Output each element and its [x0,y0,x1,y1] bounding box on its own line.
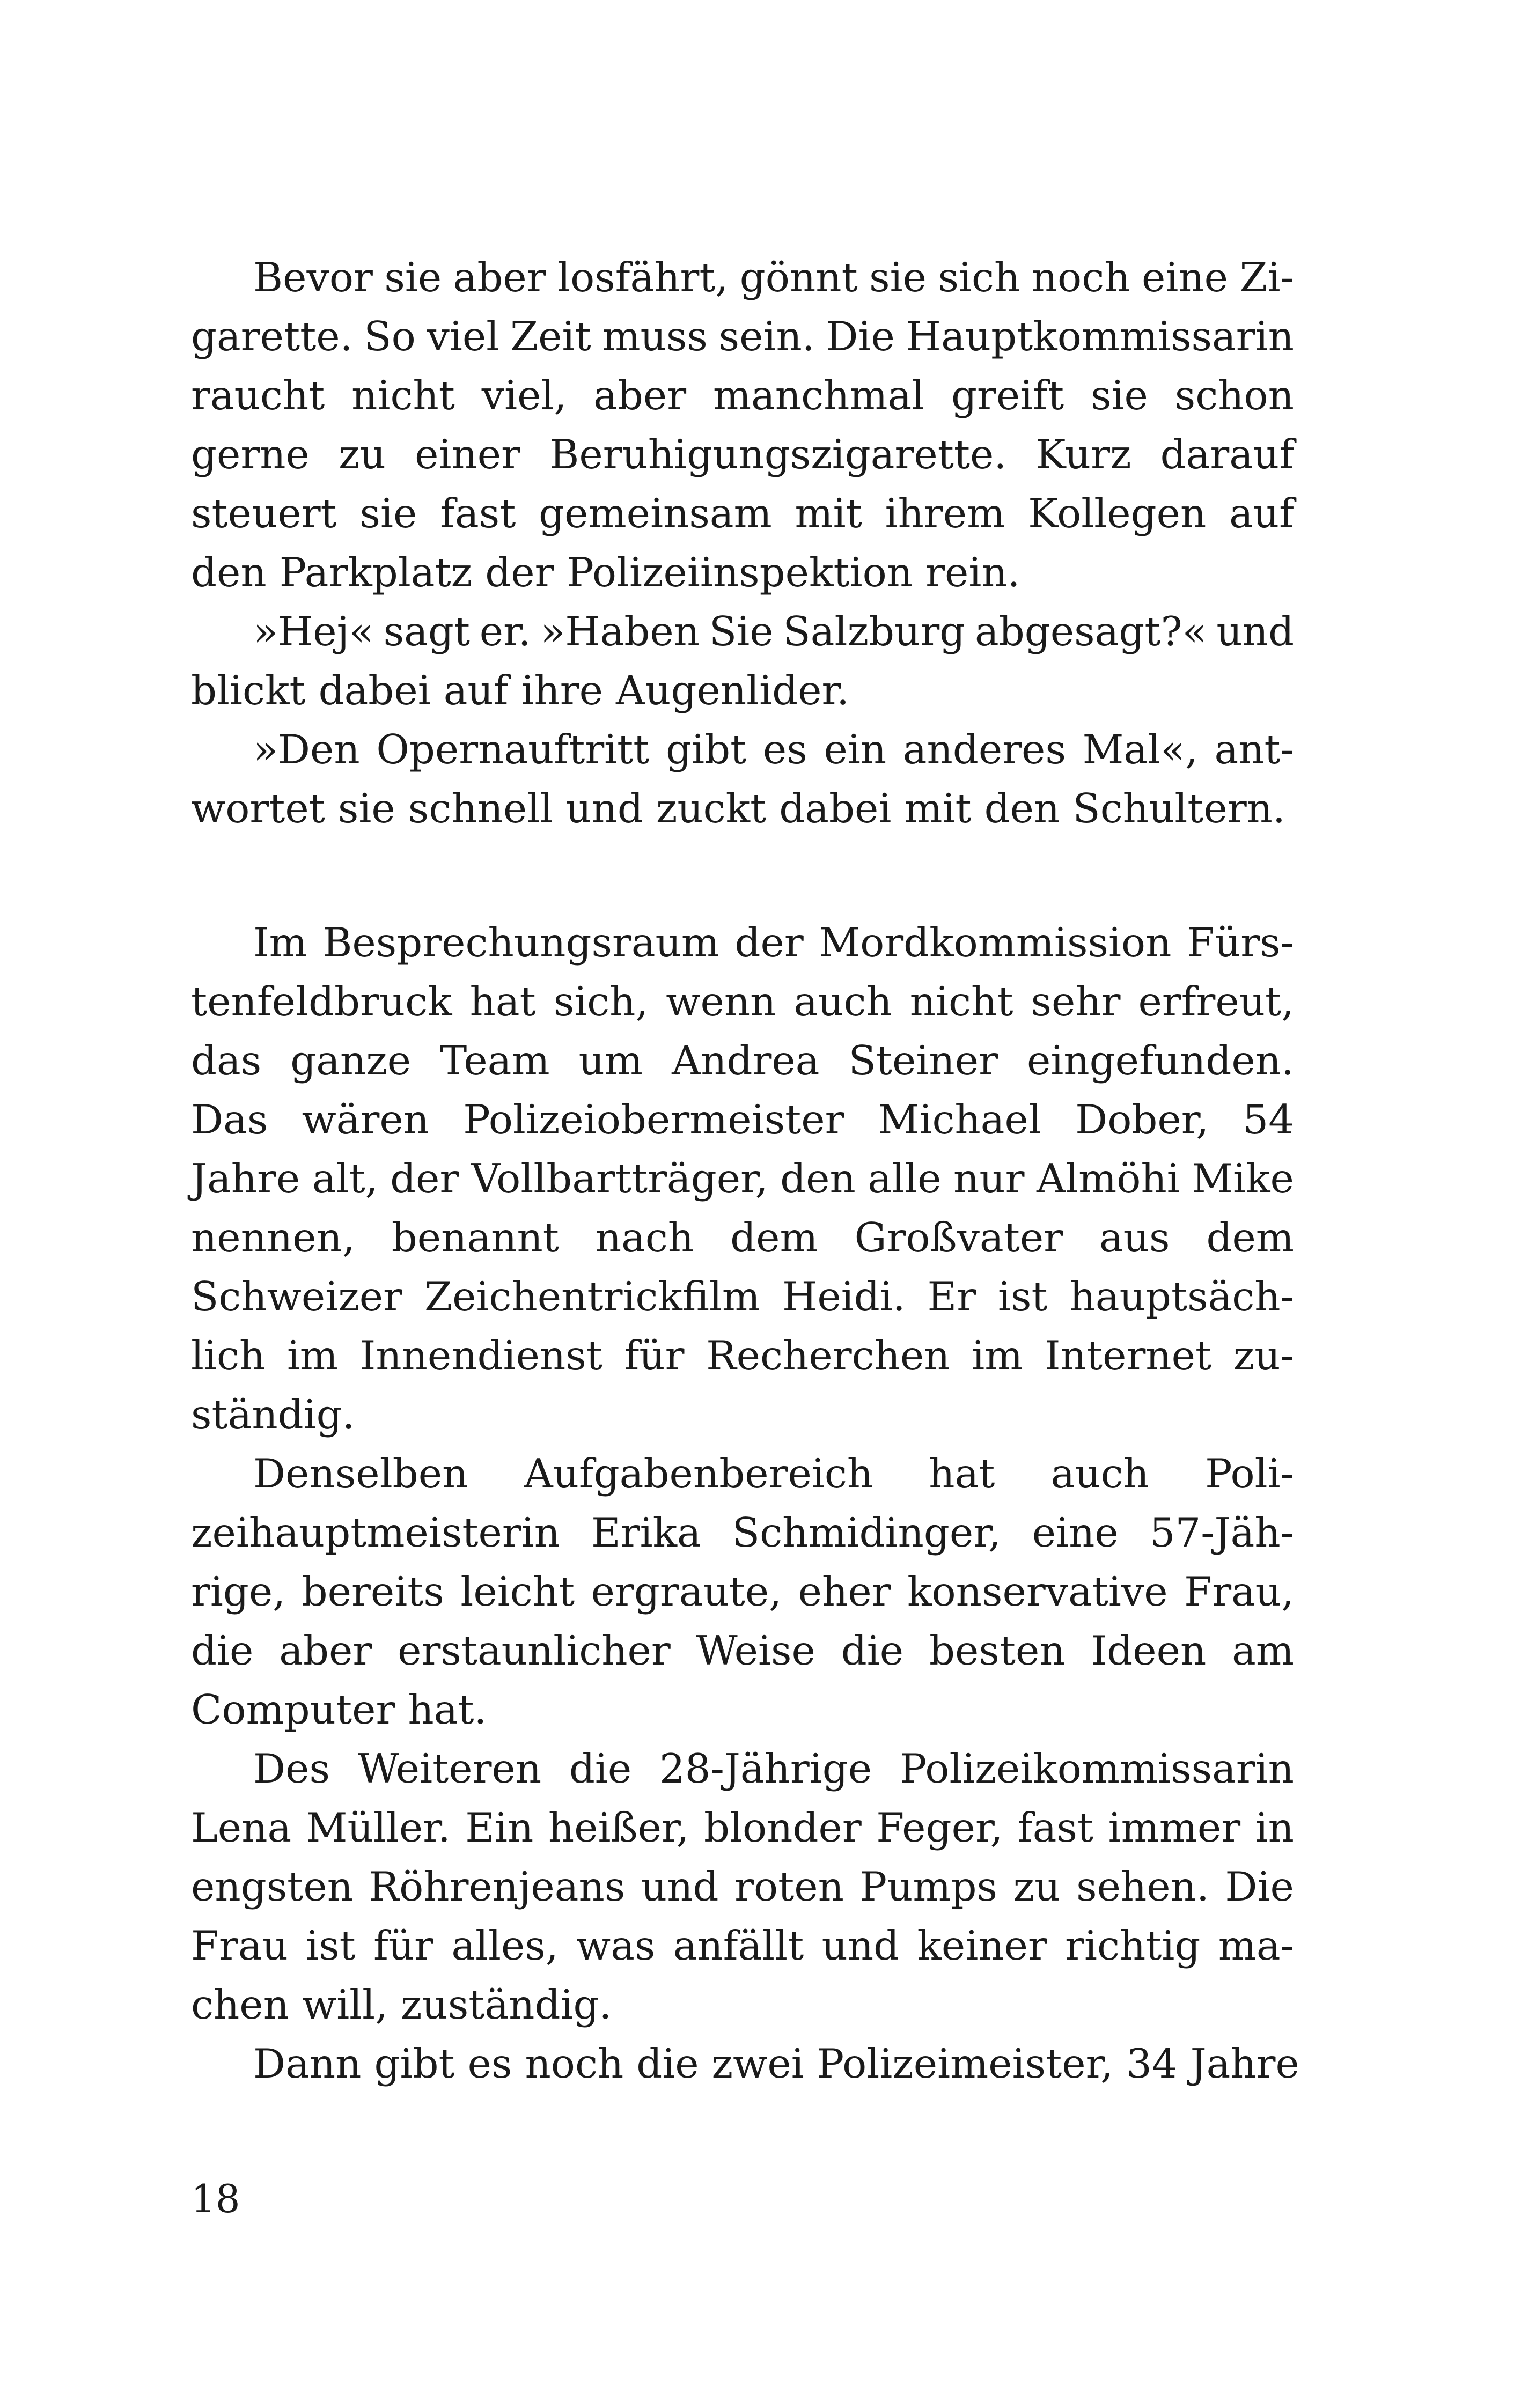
text-line: den Parkplatz der Polizeiinspektion rein. [191,549,1020,596]
text-line: Des Weiteren die 28-Jährige Polizeikommissarin [253,1745,1294,1792]
text-line: Lena Müller. Ein heißer, blonder Feger, fast immer in [191,1804,1294,1851]
text-line: steuert sie fast gemeinsam mit ihrem Kollegen auf [191,490,1294,537]
text-line: nennen, benannt nach dem Großvater aus dem [191,1214,1294,1261]
text-line: ständig. [191,1391,355,1438]
text-line: engsten Röhrenjeans und roten Pumps zu sehen. Die [191,1863,1294,1910]
text-line: »Hej« sagt er. »Haben Sie Salzburg abgesagt?« und [253,608,1294,655]
text-line: Im Besprechungsraum der Mordkommission Fürs- [253,919,1294,966]
text-line: Dann gibt es noch die zwei Polizeimeister, 34 Jahre [253,2040,1299,2087]
text-line: Bevor sie aber losfährt, gönnt sie sich noch eine Zi- [253,254,1294,301]
text-line: tenfeldbruck hat sich, wenn auch nicht sehr erfreut, [191,978,1294,1025]
text-line: die aber erstaunlicher Weise die besten Ideen am [191,1627,1294,1674]
text-line: Denselben Aufgabenbereich hat auch Poli- [253,1450,1294,1497]
text-line: Frau ist für alles, was anfällt und keiner richtig ma- [191,1922,1294,1969]
text-line: Das wären Polizeiobermeister Michael Dober, 54 [191,1096,1294,1143]
text-line: raucht nicht viel, aber manchmal greift sie schon [191,372,1294,419]
text-line: zeihauptmeisterin Erika Schmidinger, eine 57-Jäh- [191,1509,1294,1556]
page-number: 18 [191,2176,240,2221]
text-line: »Den Opernauftritt gibt es ein anderes Mal«, ant- [253,726,1294,773]
text-line: chen will, zuständig. [191,1981,612,2028]
text-line: garette. So viel Zeit muss sein. Die Hauptkommissarin [191,313,1294,360]
text-line: Schweizer Zeichentrickfilm Heidi. Er ist hauptsäch- [191,1273,1294,1320]
text-line: wortet sie schnell und zuckt dabei mit den Schultern. [191,785,1285,832]
text-line: gerne zu einer Beruhigungszigarette. Kurz darauf [191,431,1294,478]
text-line: blickt dabei auf ihre Augenlider. [191,667,849,714]
text-line: das ganze Team um Andrea Steiner eingefunden. [191,1037,1294,1084]
text-line: Computer hat. [191,1686,487,1733]
text-line: Jahre alt, der Vollbartträger, den alle nur Almöhi Mike [191,1155,1294,1202]
text-line: lich im Innendienst für Recherchen im Internet zu- [191,1332,1294,1379]
text-line: rige, bereits leicht ergraute, eher konservative Frau, [191,1568,1294,1615]
